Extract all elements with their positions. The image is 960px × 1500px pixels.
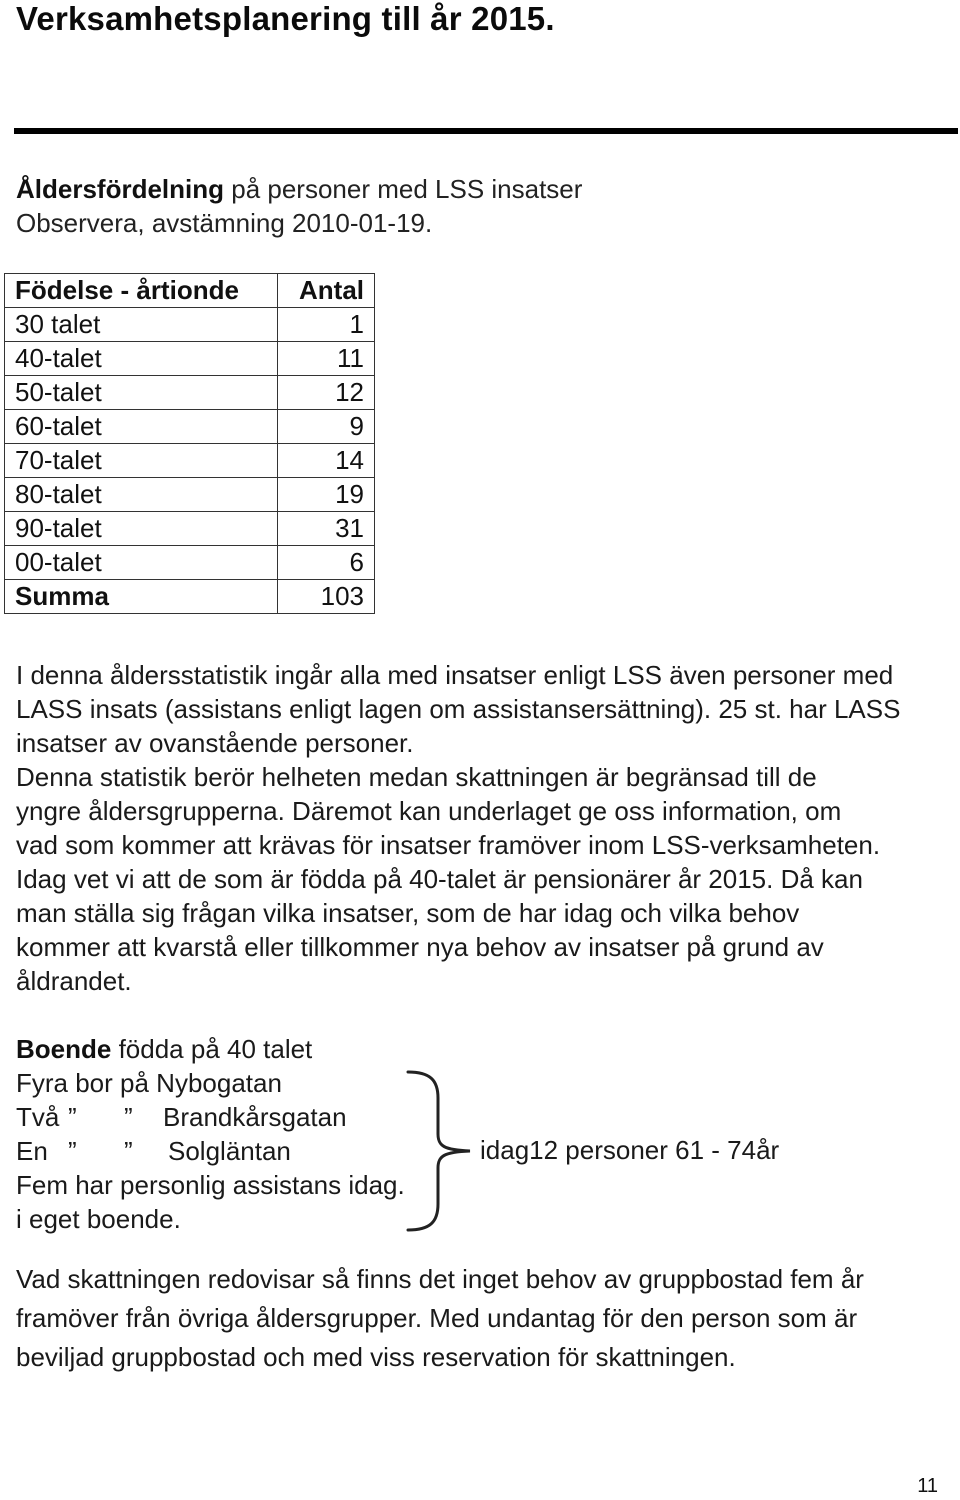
table-row [5,478,375,512]
page-title: Verksamhetsplanering till år 2015. [16,0,555,37]
cell-decade: 80-talet [5,478,278,512]
cell-decade: 00-talet [5,546,278,580]
header-count: Antal [278,274,375,308]
text-line: I denna åldersstatistik ingår alla med insatser enligt LSS även personer med [16,660,894,690]
cell-count: 19 [278,478,375,512]
age-distribution-table [4,273,375,614]
cell-decade: 60-talet [5,410,278,444]
housing-line [16,1134,405,1168]
housing-summary-note: idag12 personer 61 - 74år [480,1135,780,1165]
housing-count: Två [16,1102,60,1132]
text-line: beviljad gruppbostad och med viss reservation för skattningen. [16,1342,736,1372]
text-line: Vad skattningen redovisar så finns det inget behov av gruppbostad fem år [16,1264,864,1294]
text-line: LASS insats (assistans enligt lagen om assistansersättning). 25 st. har LASS [16,694,901,724]
text-line: Idag vet vi att de som är födda på 40-talet är pensionärer år 2015. Då kan [16,864,863,894]
table-header-row [5,274,375,308]
housing-line: i eget boende. [16,1204,181,1234]
text-line: kommer att kvarstå eller tillkommer nya behov av insatser på grund av [16,932,824,962]
table-row [5,410,375,444]
header-divider [14,128,958,134]
table-row [5,342,375,376]
cell-decade: 90-talet [5,512,278,546]
intro-line-2: Observera, avstämning 2010-01-19. [16,208,433,238]
intro-line-1 [16,172,582,206]
ditto-mark: ” [68,1102,77,1132]
cell-count: 11 [278,342,375,376]
intro-rest: på personer med LSS insatser [224,174,583,204]
cell-count: 1 [278,308,375,342]
table-row [5,546,375,580]
cell-count: 9 [278,410,375,444]
housing-line: Fem har personlig assistans idag. [16,1170,405,1200]
housing-section [16,1032,405,1236]
intro-block [16,172,582,240]
text-line: Denna statistik berör helheten medan skattningen är begränsad till de [16,762,817,792]
header-birth-decade: Födelse - årtionde [5,274,278,308]
cell-decade: 30 talet [5,308,278,342]
cell-sum-value: 103 [278,580,375,614]
ditto-mark: ” [68,1136,77,1166]
text-line: vad som kommer att krävas för insatser framöver inom LSS-verksamheten. [16,830,881,860]
cell-decade: 50-talet [5,376,278,410]
housing-count: En [16,1136,48,1166]
text-line: man ställa sig frågan vilka insatser, som de har idag och vilka behov [16,898,800,928]
table-sum-row [5,580,375,614]
text-line: åldrandet. [16,966,132,996]
housing-place: Brandkårsgatan [163,1102,347,1132]
paragraph-estimation [16,760,946,998]
right-brace-icon [404,1068,476,1234]
cell-sum-label: Summa [5,580,278,614]
housing-heading-bold: Boende [16,1034,112,1064]
housing-line [16,1100,405,1134]
cell-decade: 40-talet [5,342,278,376]
ditto-mark: ” [124,1102,133,1132]
housing-line: Fyra bor på Nybogatan [16,1068,282,1098]
text-line: yngre åldersgrupperna. Däremot kan underlaget ge oss information, om [16,796,842,826]
cell-count: 6 [278,546,375,580]
table-row [5,444,375,478]
paragraph-conclusion [16,1260,946,1377]
paragraph-statistics-scope [16,658,946,760]
table-row [5,308,375,342]
housing-heading-rest: födda på 40 talet [111,1034,313,1064]
text-line: framöver från övriga åldersgrupper. Med undantag för den person som är [16,1303,858,1333]
cell-count: 14 [278,444,375,478]
cell-count: 12 [278,376,375,410]
ditto-mark: ” [124,1136,133,1166]
cell-decade: 70-talet [5,444,278,478]
table-row [5,512,375,546]
intro-bold: Åldersfördelning [16,174,225,204]
text-line: insatser av ovanstående personer. [16,728,414,758]
page-number: 11 [917,1475,938,1497]
housing-heading [16,1032,405,1066]
table-row [5,376,375,410]
housing-place: Solgläntan [168,1136,291,1166]
cell-count: 31 [278,512,375,546]
